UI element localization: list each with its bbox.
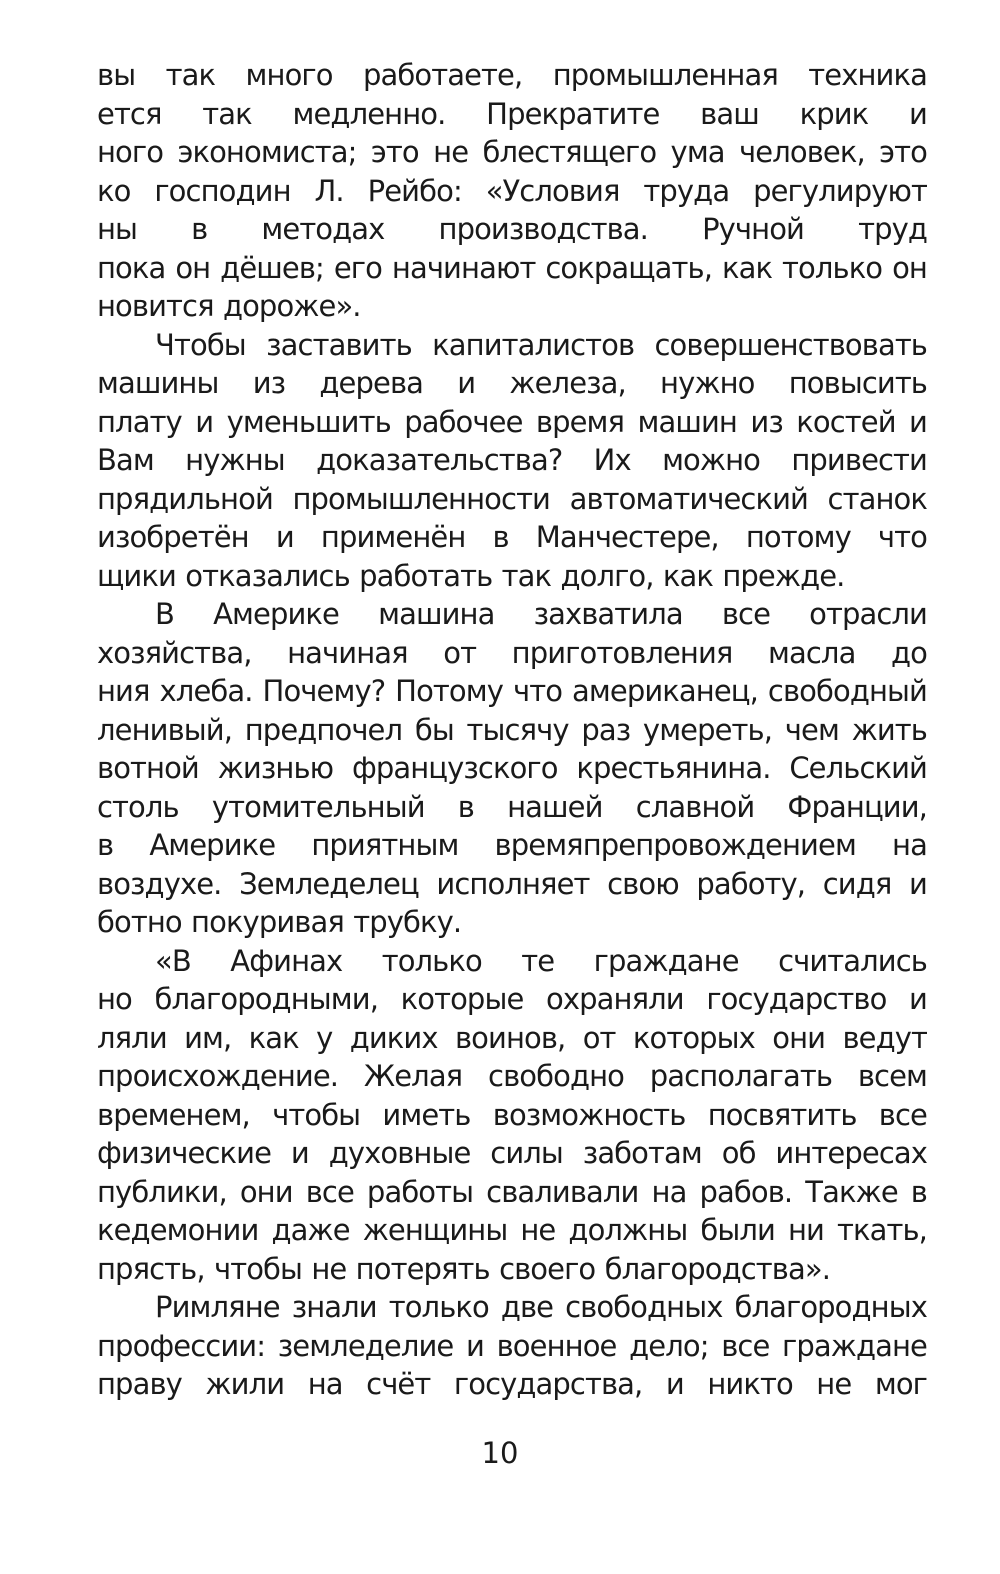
text-line: плату и уменьшить рабочее время машин из костей и [97, 404, 927, 439]
text-line: вотной жизнью французского крестьянина. Сельский [97, 751, 927, 785]
text-line: Вам нужны доказательства? Их можно привести [97, 443, 927, 477]
text-line: праву жили на счёт государства, и никто не мог [97, 1367, 927, 1401]
text-line: ляли им, как у диких воинов, от которых они ведут [97, 1020, 927, 1055]
text-line: ботно покуривая трубку. [97, 905, 462, 939]
text-line: ны в методах производства. Ручной труд [97, 212, 927, 246]
text-line: воздухе. Земледелец исполняет свою работу, сидя и [97, 866, 927, 901]
text-line: столь утомительный в нашей славной Франции, [97, 789, 927, 824]
body-text [97, 56, 927, 1404]
text-line: Римляне знали только две свободных благородных [155, 1290, 927, 1324]
text-line: ленивый, предпочел бы тысячу раз умереть, чем жить [97, 712, 927, 747]
text-line: но благородными, которые охраняли государство и [97, 982, 927, 1016]
text-line: кедемонии даже женщины не должны были ни ткать, [97, 1213, 927, 1247]
text-line: В Америке машина захватила все отрасли [155, 597, 927, 631]
text-line: физические и духовные силы заботам об интересах [97, 1136, 927, 1170]
text-line: прясть, чтобы не потерять своего благородства». [97, 1251, 831, 1286]
text-line: изобретён и применён в Манчестере, потому что [97, 520, 927, 554]
text-line: новится дороже». [97, 289, 361, 323]
text-line: профессии: земледелие и военное дело; все граждане [97, 1328, 927, 1363]
text-line: ко господин Л. Рейбо: «Условия труда регулируют [97, 173, 927, 208]
text-line: пока он дёшев; его начинают сокращать, как только он [97, 250, 927, 285]
text-line: прядильной промышленности автоматический станок [97, 481, 927, 516]
text-line: Чтобы заставить капиталистов совершенствовать [155, 327, 927, 362]
text-line: происхождение. Желая свободно располагать всем [97, 1059, 927, 1093]
text-line: машины из дерева и железа, нужно повысить [97, 366, 927, 400]
text-line: вы так много работаете, промышленная техника [97, 58, 927, 92]
text-line: хозяйства, начиная от приготовления масла до [97, 635, 927, 670]
text-line: щики отказались работать так долго, как прежде. [97, 558, 845, 593]
text-line: «В Афинах только те граждане считались [155, 943, 927, 978]
text-line: ется так медленно. Прекратите ваш крик и [97, 96, 927, 131]
text-line: в Америке приятным времяпрепровождением на [97, 828, 927, 862]
text-line: временем, чтобы иметь возможность посвятить все [97, 1097, 927, 1132]
text-line: ного экономиста; это не блестящего ума человек, это [97, 135, 927, 169]
text-line: ния хлеба. Почему? Потому что американец, свободный [97, 674, 927, 708]
page-number: 10 [481, 1436, 519, 1470]
text-line: публики, они все работы сваливали на рабов. Также в [97, 1174, 927, 1209]
